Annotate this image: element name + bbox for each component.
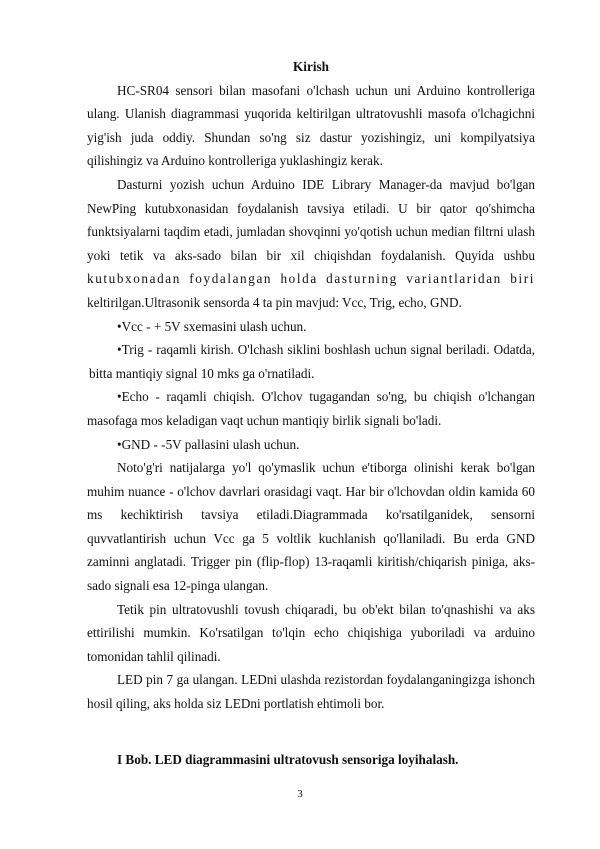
section-title: I Bob. LED diagrammasini ultratovush sensoriga loyihalash.	[117, 752, 459, 767]
heading: Kirish	[293, 59, 329, 74]
bullet-vcc: •Vcc - + 5V sxemasini ulash uchun.	[117, 318, 307, 334]
paragraph-5: LED pin 7 ga ulangan. LEDni ulashda rezistordan foydalanganingizga ishonch hosil qiling, aks holda siz LEDni portlatish ehtimoli bor.	[87, 672, 535, 712]
body-text	[87, 55, 535, 716]
paragraph-2-part-c: keltirilgan.Ultrasonik sensorda 4 ta pin mavjud: Vcc, Trig, echo, GND.	[87, 294, 462, 310]
page-number: 3	[297, 788, 303, 800]
bullet-gnd: •GND - -5V pallasini ulash uchun.	[117, 436, 300, 452]
paragraph-1: HC-SR04 sensori bilan masofani o'lchash uchun uni Arduino kontrolleriga ulang. Ulanish diagrammasi yuqorida keltirilgan ultratovushli masofa o'lchagichni yig'ish juda oddiy. Shundan so'ng siz dastur yozishingiz, uni kompilyatsiya qilishingiz va Arduino kontrolleriga yuklashingiz kerak.	[87, 82, 535, 169]
bullet-trig: •Trig - raqamli kirish. O'lchash siklini boshlash uchun signal beriladi. Odatda, bitta mantiqiy signal 10 mks ga o'rnatiladi.	[89, 342, 535, 381]
paragraph-2-part-b: kutubxonadan foydalangan holda dasturning variantlaridan biri	[87, 271, 535, 287]
paragraph-3: Noto'g'ri natijalarga yo'l qo'ymaslik uchun e'tiborga olinishi kerak bo'lgan muhim nuance - o'lchov davrlari orasidagi vaqt. Har bir o'lchovdan oldin kamida 60 ms kechiktirish tavsiya etiladi.Diagrammada ko'rsatilganidek, sensorni quvvatlantirish uchun Vcc ga 5 voltlik kuchlanish qo'llaniladi. Bu erda GND zaminni anglatadi. Trigger pin (flip-flop) 13-raqamli kiritish/chiqarish piniga, aks-sado signali esa 12-pinga ulangan.	[87, 460, 535, 594]
paragraph-4: Tetik pin ultratovushli tovush chiqaradi, bu ob'ekt bilan to'qnashishi va aks ettirilishi mumkin. Ko'rsatilgan to'lqin echo chiqishiga yuboriladi va arduino tomonidan tahlil qilinadi.	[87, 601, 535, 664]
bullet-echo: •Echo - raqamli chiqish. O'lchov tugagandan so'ng, bu chiqish o'lchangan masofaga mos keladigan vaqt uchun mantiqiy birlik signali bo'ladi.	[87, 389, 535, 428]
paragraph-2	[87, 173, 535, 315]
paragraph-2-part-a: Dasturni yozish uchun Arduino IDE Library Manager-da mavjud bo'lgan NewPing kutubxonasidan foydalanish tavsiya etiladi. U bir qator qo'shimcha funktsiyalarni taqdim etadi, jumladan shovqinni yo'qotish uchun median filtrni ulash yoki tetik va aks-sado bilan bir xil chiqishdan foydalanish. Quyida ushbu	[87, 176, 535, 263]
